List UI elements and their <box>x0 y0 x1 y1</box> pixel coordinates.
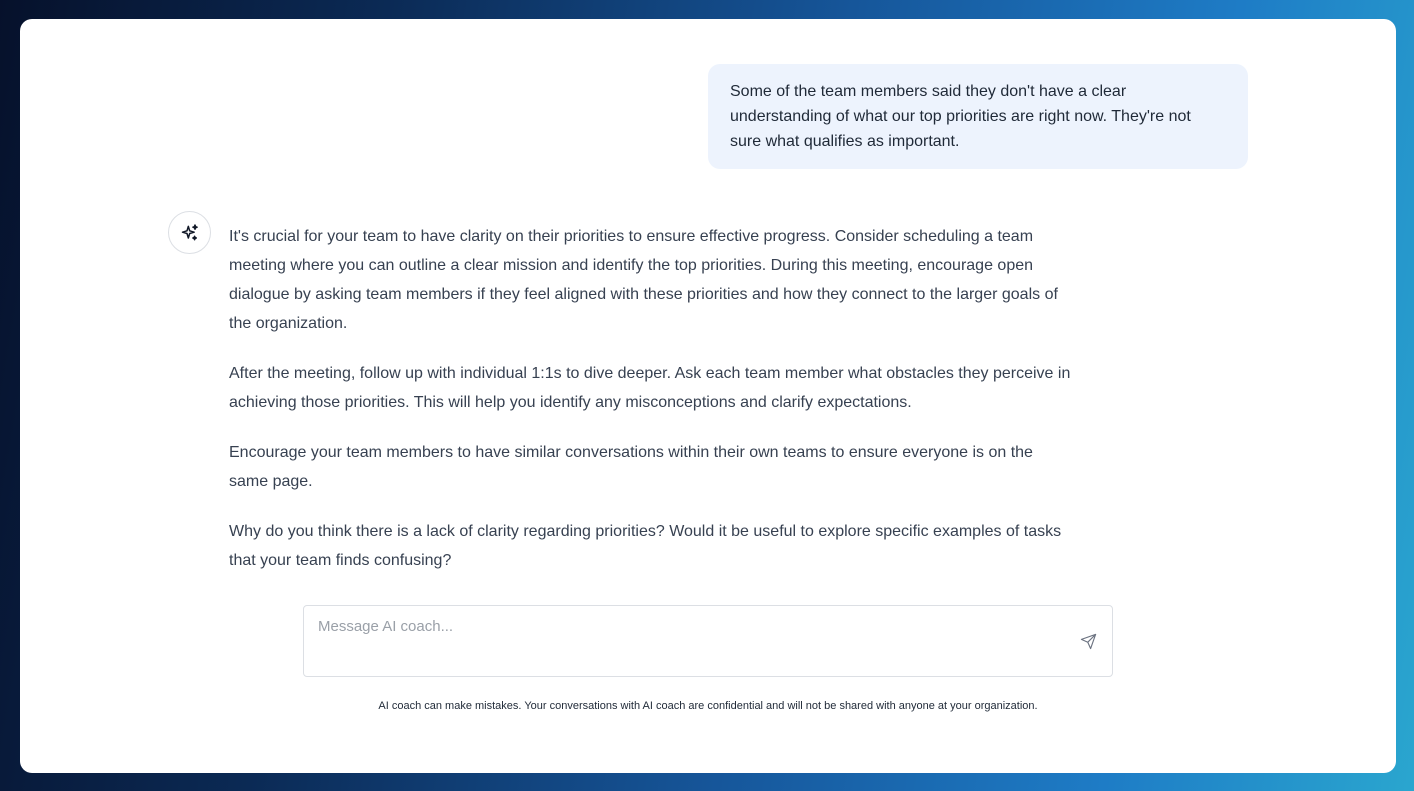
sparkle-icon <box>180 223 200 243</box>
disclaimer-text: AI coach can make mistakes. Your conversations with AI coach are confidential and will not be shared with anyone at your organization. <box>378 700 1038 712</box>
user-message-bubble <box>708 64 1248 169</box>
chat-panel <box>20 19 1396 773</box>
assistant-paragraph: Why do you think there is a lack of clarity regarding priorities? Would it be useful to explore specific examples of tasks that your team finds confusing? <box>229 523 1062 569</box>
send-icon <box>1080 633 1097 650</box>
user-message-text: Some of the team members said they don't have a clear understanding of what our top priorities are right now. They're not sure what qualifies as important. <box>730 83 1191 150</box>
assistant-paragraph: After the meeting, follow up with individual 1:1s to dive deeper. Ask each team member what obstacles they perceive in achieving those priorities. This will help you identify any misconceptions and clarify expectations. <box>229 365 1071 411</box>
send-button[interactable] <box>1078 631 1098 651</box>
assistant-paragraph: Encourage your team members to have similar conversations within their own teams to ensure everyone is on the same page. <box>229 444 1033 490</box>
assistant-message <box>229 222 1075 596</box>
message-input[interactable] <box>318 618 1058 664</box>
assistant-avatar <box>168 211 211 254</box>
message-composer <box>303 605 1113 677</box>
assistant-paragraph: It's crucial for your team to have clarity on their priorities to ensure effective progress. Consider scheduling a team meeting where you can outline a clear mission and identify the top priorities. During this meeting, encourage open dialogue by asking team members if they feel aligned with these priorities and how they connect to the larger goals of the organization. <box>229 228 1058 332</box>
